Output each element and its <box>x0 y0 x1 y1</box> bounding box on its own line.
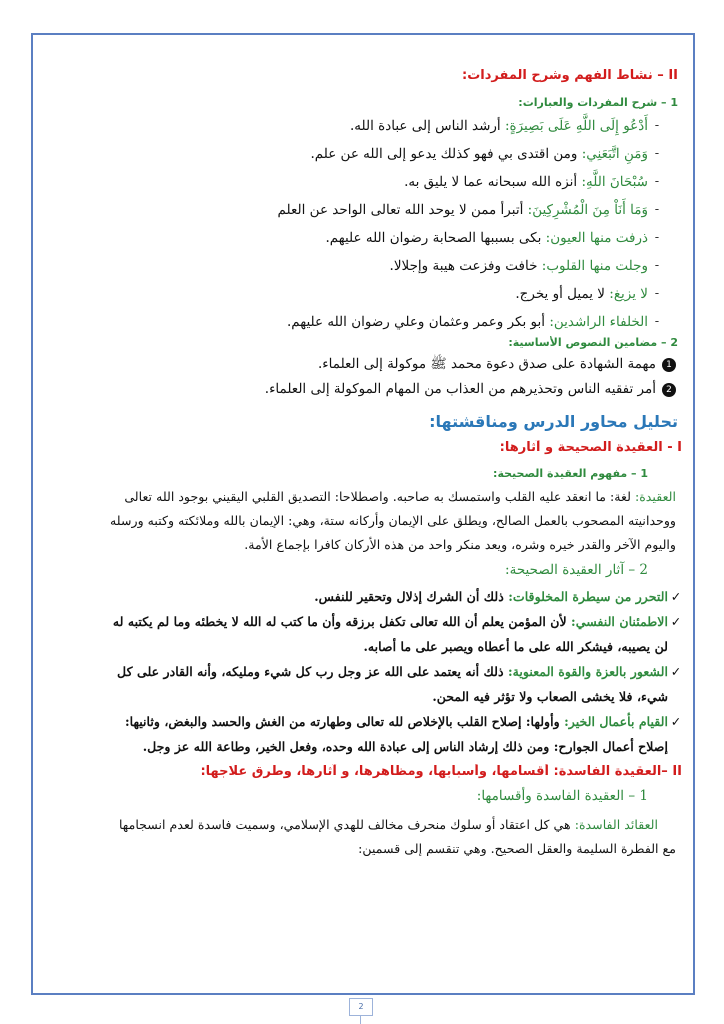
effect-text: ذلك أنه يعتمد على الله عز وجل رب كل شيء ومليكه، وأنه القادر على كل <box>117 664 504 679</box>
vocab-definition: خافت وفزعت هيبة وإجلالا. <box>389 258 538 274</box>
vocab-term: لا يزيغ <box>613 286 648 302</box>
dash-bullet: - <box>654 118 660 133</box>
vocab-definition: أتبرأ ممن لا يوحد الله تعالى الواحد عن العلم <box>277 202 524 218</box>
part1-title: I - العقيدة الصحيحة و آثارها: <box>499 440 682 455</box>
vocab-colon: : <box>577 174 586 190</box>
content-item <box>44 377 676 402</box>
vocab-definition: لا يميل أو يخرج. <box>515 286 606 302</box>
content-text: أمر تفقيه الناس وتحذيرهم من العذاب من المهام الموكولة إلى العلماء. <box>264 381 656 397</box>
effect-item <box>44 659 684 709</box>
vocab-subtitle: 1 – شرح المفردات والعبارات: <box>518 96 678 109</box>
vocab-item <box>44 196 666 224</box>
vocab-item <box>44 252 666 280</box>
content-text: مهمة الشهادة على صدق دعوة محمد ﷺ موكولة إلى العلماء. <box>318 356 656 372</box>
effect-term: الاطمئنان النفسي: <box>571 614 668 629</box>
vocab-term: الخلفاء الراشدين <box>553 314 648 330</box>
effect-text: لن يصيبه، فيشكر الله على ما أعطاه ويصبر على ما أصابه. <box>363 639 668 654</box>
fasida-subtitle: 1 – العقيدة الفاسدة وأقسامها: <box>476 788 648 804</box>
contents-list <box>44 352 684 402</box>
dash-bullet: - <box>654 202 660 217</box>
vocab-item <box>44 280 666 308</box>
vocab-colon: : <box>577 146 587 162</box>
fasida-term: العقائد الفاسدة: <box>574 817 658 832</box>
checkmark-icon: ✓ <box>670 589 682 604</box>
checkmark-icon: ✓ <box>670 714 682 729</box>
vocab-definition: أرشد الناس إلى عبادة الله. <box>350 118 501 134</box>
aqida-definition <box>44 485 676 557</box>
vocab-colon: : <box>605 286 614 302</box>
vocab-item <box>44 140 666 168</box>
aqida-def-line: واليوم الآخر والقدر خيره وشره، ويعد منكر واحد من هذه الأركان كافرا بإجماع الأمة. <box>244 537 676 552</box>
effect-text: لأن المؤمن يعلم أن الله تعالى تكفل برزقه وأن ما كتب له الله لا يخطئه وما لم يكتبه له <box>112 614 567 629</box>
checkmark-icon: ✓ <box>670 664 682 679</box>
vocab-item <box>44 168 666 196</box>
effect-text: إصلاح أعمال الجوارح: ومن ذلك إرشاد الناس إلى عبادة الله وحده، وفعل الخير، وطاعة الله عز وجل. <box>142 739 668 754</box>
vocab-list <box>44 112 684 336</box>
aqida-def-line: ووحدانيته المصحوب بالعمل الصالح، ويطلق على الإيمان وأركانه ستة، وهي: الإيمان بالله وملائكته وكتبه ورسله <box>110 513 676 528</box>
concept-subtitle: 1 – مفهوم العقيدة الصحيحة: <box>493 467 648 480</box>
dash-bullet: - <box>654 258 660 273</box>
vocab-term: أَدْعُو إِلَى اللَّهِ عَلَى بَصِيرَةٍ <box>509 118 648 134</box>
dash-bullet: - <box>654 286 660 301</box>
effect-text: وأولها: إصلاح القلب بالإخلاص لله تعالى وطهارته من الغش والحسد والبغض، وثانيها: <box>124 714 560 729</box>
vocab-definition: بكى بسببها الصحابة رضوان الله عليهم. <box>325 230 542 246</box>
dash-bullet: - <box>654 314 660 329</box>
vocab-term: ذرفت منها العيون <box>550 230 648 246</box>
vocab-item <box>44 112 666 140</box>
vocab-colon: : <box>541 230 551 246</box>
fasida-def-line: مع الفطرة السليمة والعقل الصحيح. وهي تنقسم إلى قسمين: <box>358 841 676 856</box>
vocab-colon: : <box>523 202 533 218</box>
vocab-colon: : <box>545 314 554 330</box>
contents-subtitle: 2 – مضامين النصوص الأساسية: <box>508 336 678 349</box>
aqida-term: العقيدة: <box>634 489 676 504</box>
page-number: 2 <box>349 998 373 1016</box>
vocab-item <box>44 308 666 336</box>
effect-item <box>44 709 684 759</box>
effects-list <box>44 584 684 759</box>
fasida-def-line: هي كل اعتقاد أو سلوك منحرف مخالف للهدي الإسلامي، وسميت فاسدة لعدم انسجامها <box>118 817 571 832</box>
vocab-definition: أنزه الله سبحانه عما لا يليق به. <box>404 174 578 190</box>
number-badge: 2 <box>662 383 676 397</box>
vocab-definition: أبو بكر وعمر وعثمان وعلي رضوان الله عليهم. <box>286 314 546 330</box>
number-badge: 1 <box>662 358 676 372</box>
footer-divider <box>360 1016 361 1024</box>
effect-text: ذلك أن الشرك إذلال وتحقير للنفس. <box>314 589 504 604</box>
vocab-term: وجلت منها القلوب <box>546 258 648 274</box>
effect-term: الشعور بالعزة والقوة المعنوية: <box>508 664 668 679</box>
vocab-colon: : <box>537 258 547 274</box>
checkmark-icon: ✓ <box>670 614 682 629</box>
effect-text: شيء، فلا يخشى الصعاب ولا تؤثر فيه المحن. <box>432 689 668 704</box>
vocab-term: وَمَا أَنَاْ مِنَ الْمُشْرِكِينَ <box>532 202 648 218</box>
effects-subtitle: 2 – آثار العقيدة الصحيحة: <box>505 562 648 578</box>
fasida-definition <box>44 813 676 861</box>
vocab-definition: ومن اقتدى بي فهو كذلك يدعو إلى الله عن علم. <box>310 146 578 162</box>
dash-bullet: - <box>654 230 660 245</box>
effect-term: التحرر من سيطرة المخلوقات: <box>508 589 668 604</box>
effect-item <box>44 609 684 659</box>
effect-item <box>44 584 684 609</box>
document-body <box>44 62 684 861</box>
vocab-term: وَمَنِ اتَّبَعَنِي <box>586 146 648 162</box>
aqida-def-line: لغة: ما انعقد عليه القلب واستمسك به صاحبه. واصطلاحا: التصديق القلبي اليقيني بوجود الله تعالى <box>124 489 631 504</box>
section-ii-title: II – نشاط الفهم وشرح المفردات: <box>462 68 678 83</box>
effect-term: القيام بأعمال الخير: <box>564 714 668 729</box>
dash-bullet: - <box>654 146 660 161</box>
content-item <box>44 352 676 377</box>
part2-title: II –العقيدة الفاسدة: أقسامها، وأسبابها، ومظاهرها، و آثارها، وطرق علاجها: <box>200 764 682 779</box>
dash-bullet: - <box>654 174 660 189</box>
vocab-term: سُبْحَانَ اللَّهِ <box>586 174 648 190</box>
vocab-colon: : <box>500 118 510 134</box>
vocab-item <box>44 224 666 252</box>
analysis-title: تحليل محاور الدرس ومناقشتها: <box>429 412 678 431</box>
